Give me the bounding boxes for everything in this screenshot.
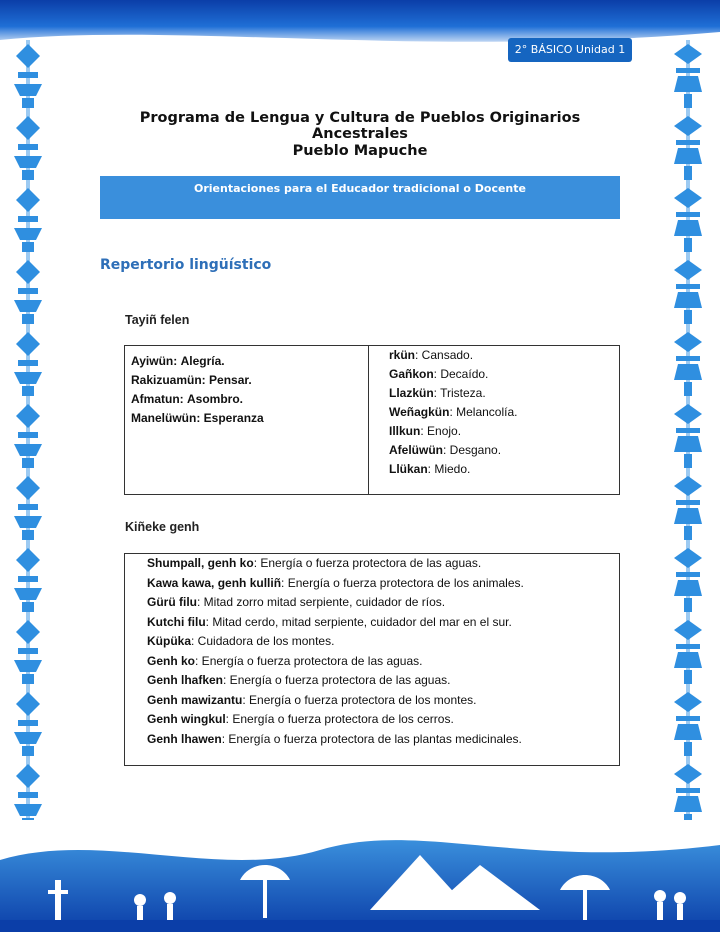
section-title: Repertorio lingüístico [100,257,272,273]
genh-row: Genh lhawen: Energía o fuerza protectora de las plantas medicinales. [147,731,522,746]
genh-row: Genh lhafken: Energía o fuerza protectora de las aguas. [147,673,451,687]
emotion-row: Manelüwün: Esperanza [131,411,264,425]
people-title: Pueblo Mapuche [292,143,428,159]
emotion-row: Gañkon: Decaído. [389,367,489,381]
emotion-row: Afelüwün: Desgano. [389,443,502,457]
emotions-left-column [131,352,264,428]
emotion-row: Afmatun: Asombro. [131,392,244,406]
genh-list [147,554,524,749]
emotions-right-column [389,346,518,479]
subtitle-text: Orientaciones para el Educador tradicional o Docente [194,182,526,195]
genh-table [124,553,620,766]
right-mapuche-border-decoration [668,40,708,830]
genh-row: Genh wingkul: Energía o fuerza protectora de los cerros. [147,712,454,726]
emotion-row: Llükan: Miedo. [389,462,471,476]
kineke-genh-label: Kiñeke genh [125,520,200,534]
genh-row: Kutchi filu: Mitad cerdo, mitad serpiente, cuidador del mar en el sur. [147,614,512,629]
genh-row: Küpüka: Cuidadora de los montes. [147,634,335,648]
emotions-table [124,345,620,495]
genh-row: Genh mawizantu: Energía o fuerza protectora de los montes. [147,692,477,707]
left-mapuche-border-decoration [8,40,48,830]
emotion-row: rkün: Cansado. [389,348,474,362]
genh-row: Kawa kawa, genh kulliñ: Energía o fuerza protectora de los animales. [147,575,524,590]
genh-row: Genh ko: Energía o fuerza protectora de las aguas. [147,653,423,668]
emotion-row: Llazkün: Tristeza. [389,386,486,400]
program-title: Programa de Lengua y Cultura de Pueblos Originarios Ancestrales [139,110,581,142]
table-divider [368,346,369,494]
genh-row: Gürü filu: Mitad zorro mitad serpiente, cuidador de ríos. [147,595,446,609]
genh-row: Shumpall, genh ko: Energía o fuerza protectora de las aguas. [147,556,482,570]
emotion-row: Ayiwün: Alegría. [131,354,225,368]
emotion-row: Weñagkün: Melancolía. [389,405,518,419]
emotion-row: Illkun: Enojo. [389,424,462,438]
emotion-row: Rakizuamün: Pensar. [131,373,252,387]
bottom-landscape-illustration [0,820,720,932]
tayin-felen-label: Tayiñ felen [125,313,190,327]
grade-unit-badge: 2° BÁSICO Unidad 1 [508,38,632,62]
subtitle-bar [100,176,620,219]
